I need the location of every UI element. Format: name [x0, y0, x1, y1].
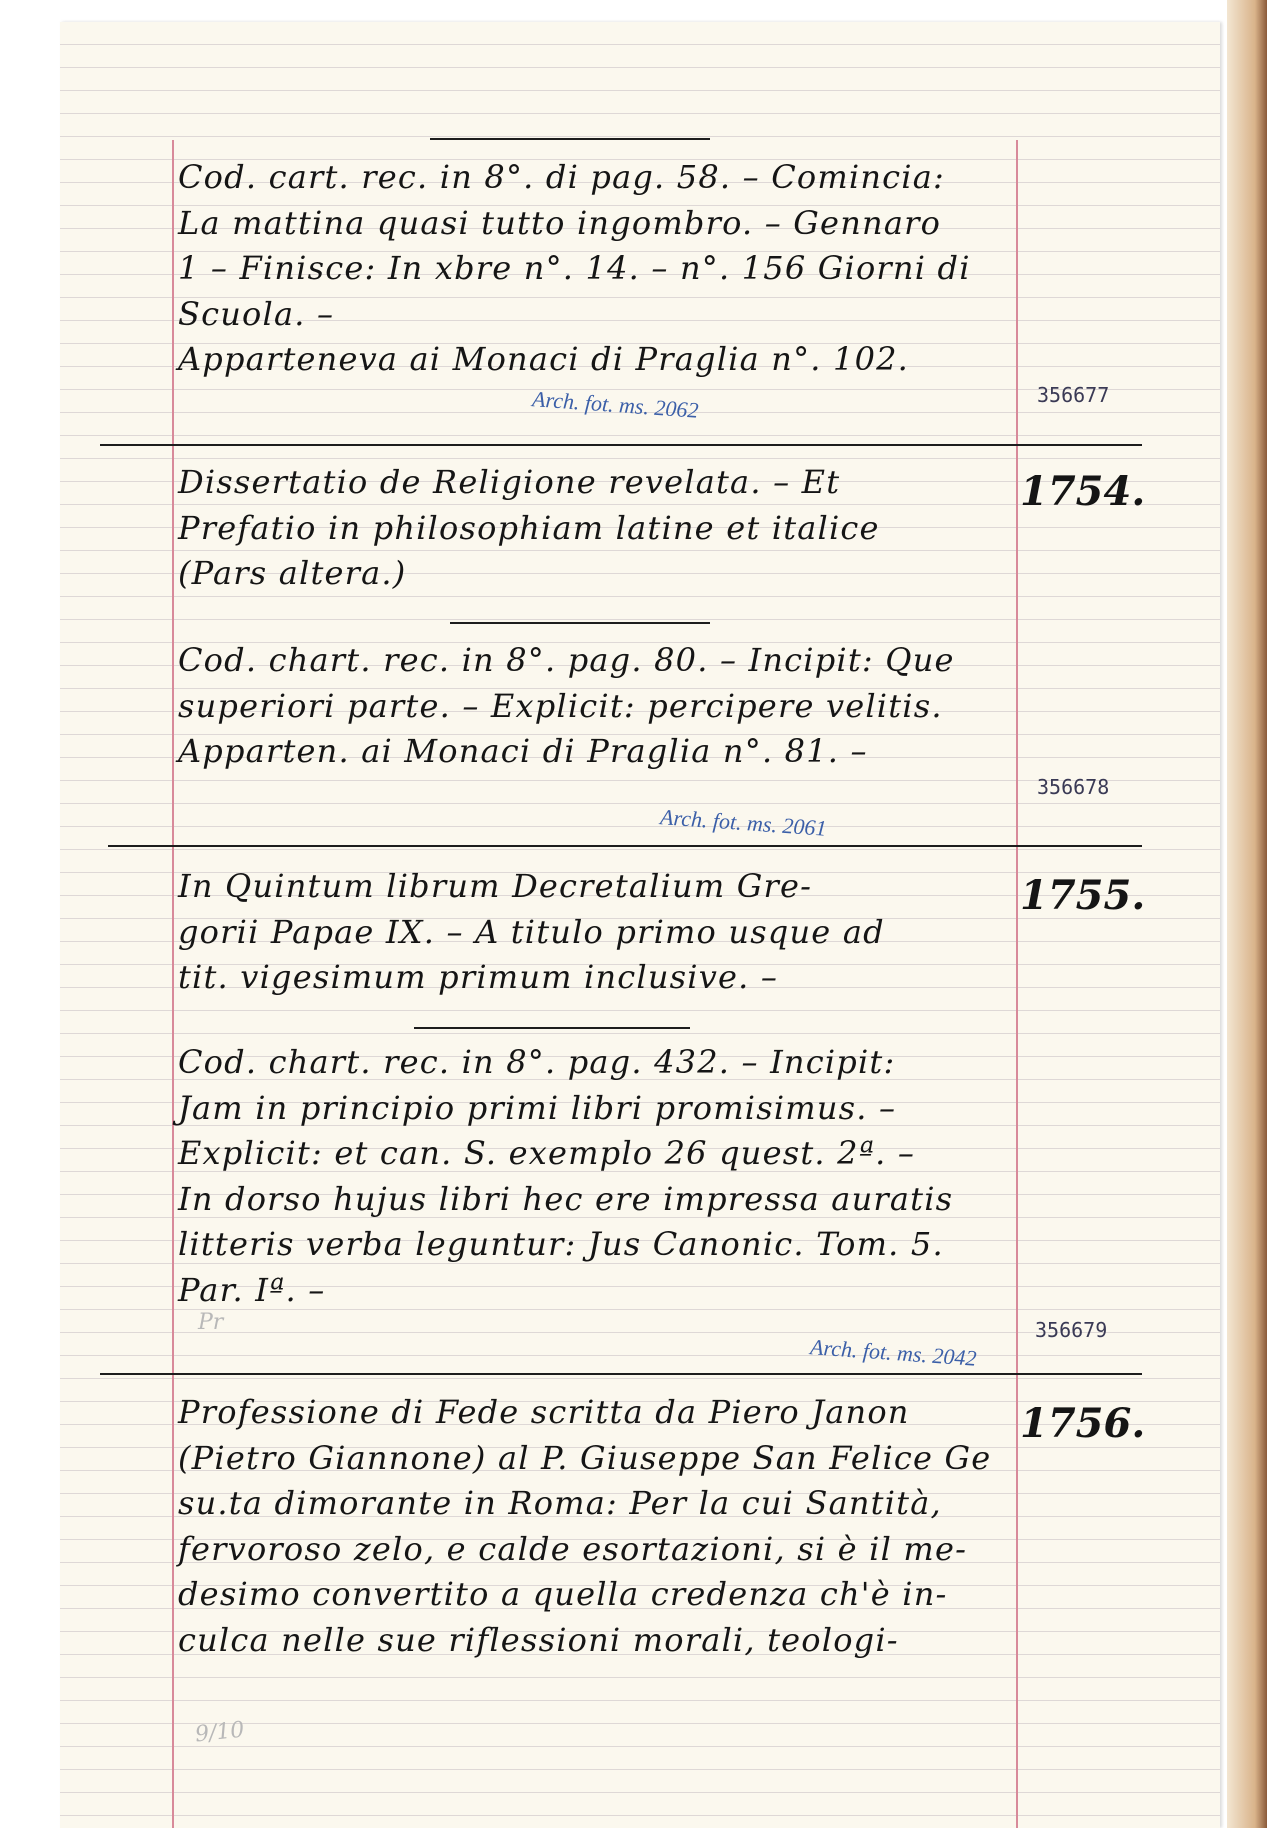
text-line: Par. Iª. – — [178, 1270, 326, 1309]
text-line: Explicit: et can. S. exemplo 26 quest. 2ª. – — [178, 1134, 916, 1172]
text-line: fervoroso zelo, e calde esortazioni, si è il me- — [178, 1529, 968, 1568]
archive-annotation: Arch. fot. ms. 2062 — [531, 386, 700, 423]
text-line: Dissertatio de Religione revelata. – Et — [178, 463, 841, 501]
entry-separator — [100, 1373, 1142, 1375]
catalog-number: 356677 — [1037, 383, 1110, 407]
text-line: gorii Papae IX. – A titulo primo usque ad — [178, 912, 885, 951]
text-line: Cod. cart. rec. in 8°. di pag. 58. – Comincia: — [178, 158, 945, 196]
text-line: culca nelle sue riflessioni morali, teologi- — [178, 1620, 899, 1659]
entry-2-description — [178, 638, 1016, 775]
catalog-number: 356679 — [1035, 1318, 1108, 1342]
entry-1-description — [178, 155, 1016, 383]
text-line: In dorso hujus libri hec ere impressa auratis — [178, 1179, 954, 1218]
text-line: Apparten. ai Monaci di Praglia n°. 81. – — [178, 732, 868, 770]
entry-4-title — [178, 1390, 1016, 1663]
entry-year: 1754. — [1020, 468, 1146, 515]
entry-separator-short — [450, 622, 710, 624]
text-line: Professione di Fede scritta da Piero Janon — [178, 1393, 910, 1431]
text-line: (Pietro Giannone) al P. Giuseppe San Felice Ge — [178, 1438, 992, 1477]
text-line: Prefatio in philosophiam latine et italice — [178, 508, 880, 547]
archive-annotation: Arch. fot. ms. 2042 — [809, 1334, 978, 1371]
text-line: Scuola. – — [178, 294, 335, 333]
entry-separator-short — [430, 138, 710, 140]
text-line: Jam in principio primi libri promisimus. – — [178, 1088, 897, 1127]
right-margin-rule — [1016, 140, 1018, 1828]
text-line: In Quintum librum Decretalium Gre- — [178, 867, 813, 905]
text-line: La mattina quasi tutto ingombro. – Gennaro — [178, 203, 942, 242]
text-line: desimo convertito a quella credenza ch'è in- — [178, 1575, 948, 1613]
entry-year: 1755. — [1020, 872, 1146, 919]
entry-2-title — [178, 460, 1016, 597]
text-line: superiori parte. – Explicit: percipere velitis. — [178, 686, 943, 725]
text-line: Apparteneva ai Monaci di Praglia n°. 102. — [178, 340, 910, 378]
text-line: Cod. chart. rec. in 8°. pag. 432. – Incipit: — [178, 1043, 896, 1081]
text-line: (Pars altera.) — [178, 554, 407, 592]
text-line: litteris verba leguntur: Jus Canonic. Tom. 5. — [178, 1225, 944, 1263]
entry-separator — [100, 444, 1142, 446]
entry-separator-short — [414, 1027, 690, 1029]
pencil-mark: 9/10 — [193, 1717, 246, 1748]
text-line: tit. vigesimum primum inclusive. – — [178, 958, 779, 996]
entry-separator — [108, 845, 1142, 847]
entry-year: 1756. — [1020, 1400, 1146, 1447]
catalog-number: 356678 — [1037, 775, 1110, 799]
pencil-mark: Pr — [198, 1310, 224, 1335]
entry-3-title — [178, 864, 1016, 1001]
text-line: su.ta dimorante in Roma: Per la cui Santità, — [178, 1484, 942, 1522]
text-line: 1 – Finisce: In xbre n°. 14. – n°. 156 Giorni di — [178, 249, 971, 287]
left-margin-rule — [172, 140, 174, 1828]
book-spine-edge — [1227, 0, 1267, 1828]
archive-annotation: Arch. fot. ms. 2061 — [659, 804, 828, 841]
entry-3-description — [178, 1040, 1016, 1313]
text-line: Cod. chart. rec. in 8°. pag. 80. – Incipit: Que — [178, 641, 955, 679]
